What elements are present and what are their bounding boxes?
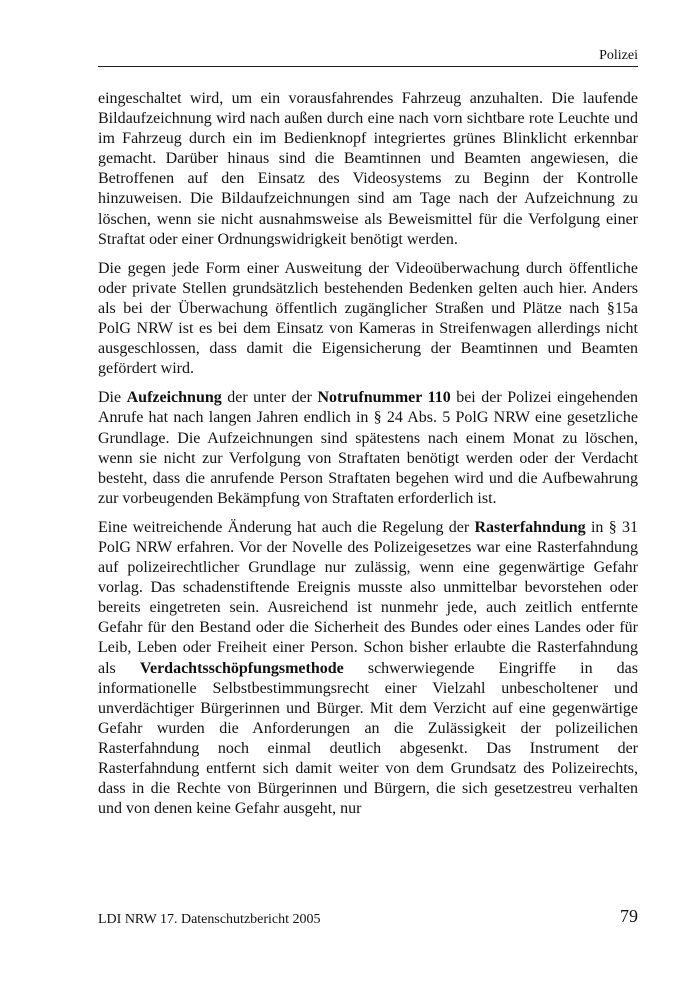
- page-number: 79: [620, 906, 638, 926]
- paragraph: [98, 89, 638, 250]
- paragraph: [98, 518, 638, 819]
- paragraph: [98, 259, 638, 380]
- bold-term: Verdachtsschöpfungsmethode: [139, 659, 344, 677]
- bold-term: Rasterfahndung: [474, 518, 586, 536]
- header-title: Polizei: [599, 48, 638, 63]
- text-segment: Die gegen jede Form einer Ausweitung der Videoüberwachung durch öffentliche oder private Stellen grundsätzlich bestehenden Bedenken gelten auch hier. Anders als bei der Überwachung öffentlich zugänglicher Straßen und Plätze nach §15a PolG NRW ist es bei dem Einsatz von Kameras in Streifenwagen allerdings nicht ausgeschlossen, dass damit die Eigensicherung der Beamtinnen und Beamten gefördert wird.: [98, 259, 638, 378]
- text-segment: bei der Polizei eingehenden Anrufe hat nach langen Jahren endlich in § 24 Abs. 5 PolG NRW eine gesetzliche Grundlage. Die Aufzeichnungen sind spätestens nach einem Monat zu löschen, wenn sie nicht zur Verfolgung von Straftaten benötigt werden oder der Verdacht besteht, dass die anrufende Person Straftaten begehen wird und die Aufbewahrung zur vorbeugenden Bekämpfung von Straftaten erforderlich ist.: [98, 389, 638, 507]
- text-segment: der unter der: [221, 389, 318, 407]
- text-segment: eingeschaltet wird, um ein vorausfahrendes Fahrzeug anzuhalten. Die laufende Bildaufzeichnung wird nach außen durch eine nach vorn sichtbare rote Leuchte und im Fahrzeug durch ein im Bedienknopf integriertes grünes Blinklicht erkennbar gemacht. Darüber hinaus sind die Beamtinnen und Beamten angewiesen, die Betroffenen auf den Einsatz des Videosystems zu Beginn der Kontrolle hinzuweisen. Die Bildaufzeichnungen sind am Tage nach der Aufzeichnung zu löschen, wenn sie nicht ausnahmsweise als Beweismittel für die Verfolgung einer Straftat oder einer Ordnungswidrigkeit benötigt werden.: [98, 90, 638, 248]
- footer-source: LDI NRW 17. Datenschutzbericht 2005: [98, 912, 321, 927]
- page-header: [98, 50, 638, 67]
- bold-term: Aufzeichnung: [126, 389, 222, 407]
- text-segment: schwerwiegende Eingriffe in das informationelle Selbstbestimmungsrecht einer Vielzahl unbescholtener und unverdächtiger Bürgerinnen und Bürger. Mit dem Verzicht auf eine gegenwärtige Gefahr wurden die Anforderungen an die Zulässigkeit der polizeilichen Rasterfahndung noch einmal deutlich abgesenkt. Das Instrument der Rasterfahndung entfernt sich damit weiter von dem Grundsatz des Polizeirechts, dass in die Rechte von Bürgerinnen und Bürgern, die sich gesetzestreu verhalten und von denen keine Gefahr ausgeht, nur: [98, 659, 638, 818]
- text-segment: in § 31 PolG NRW erfahren. Vor der Novelle des Polizeigesetzes war eine Rasterfahndung auf polizeirechtlicher Grundlage nur zulässig, wenn eine gegenwärtige Gefahr vorlag. Das schadenstiftende Ereignis musste also unmittelbar bevorstehen oder bereits eingetreten sein. Ausreichend ist nunmehr jede, auch zeitlich entfernte Gefahr für den Bestand oder die Sicherheit des Bundes oder eines Landes oder für Leib, Leben oder Freiheit einer Person. Schon bisher erlaubte die Rasterfahndung als: [98, 518, 638, 677]
- paragraph: [98, 388, 638, 509]
- text-segment: Die: [98, 389, 127, 407]
- body-text: [98, 89, 638, 828]
- text-segment: Eine weitreichende Änderung hat auch die Regelung der: [98, 518, 475, 536]
- bold-term: Notrufnummer 110: [317, 389, 451, 407]
